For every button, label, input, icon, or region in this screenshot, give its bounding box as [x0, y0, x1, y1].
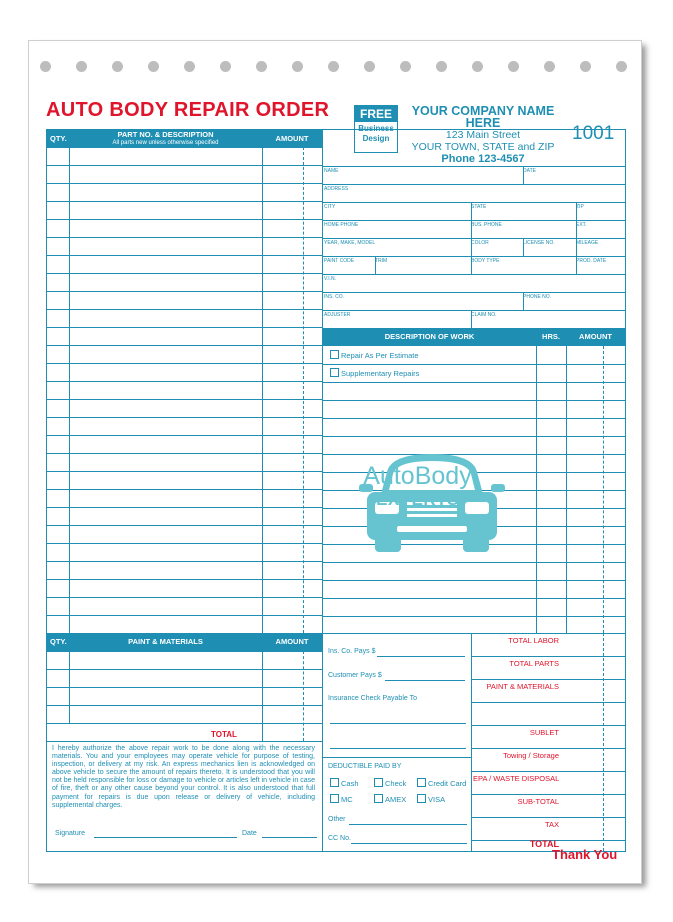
sublet-label: SUBLET	[529, 728, 559, 737]
cents-column-line	[303, 147, 304, 633]
label-name: NAME	[324, 168, 339, 174]
table-row-line	[47, 525, 322, 526]
total-row-line	[471, 702, 625, 703]
label-date: DATE	[523, 168, 536, 174]
label-body-type: BODY TYPE	[471, 258, 500, 264]
field-line	[323, 274, 625, 275]
field-line	[323, 220, 625, 221]
table-row-line	[47, 507, 322, 508]
table-row-line	[47, 417, 322, 418]
total-row-line	[471, 771, 625, 772]
payable-line-2[interactable]	[330, 748, 466, 749]
towing-storage-label: Towing / Storage	[503, 751, 559, 760]
label-adjuster: ADJUSTER	[324, 312, 351, 318]
table-row-line	[47, 723, 322, 724]
checkbox[interactable]	[374, 794, 383, 803]
ins-pays-line[interactable]	[377, 656, 465, 657]
label-address: ADDRESS	[324, 186, 349, 192]
table-row-line	[47, 291, 322, 292]
parts-desc-header	[69, 130, 262, 147]
punch-hole	[184, 61, 195, 72]
checkbox[interactable]	[374, 778, 383, 787]
pay-method-label: VISA	[428, 795, 446, 804]
table-row-line	[47, 669, 322, 670]
hrs-column-line	[536, 346, 537, 633]
table-row-line	[323, 562, 625, 563]
field-line	[323, 310, 625, 311]
cents-column-line	[303, 651, 304, 741]
label-vin: V.I.N.	[324, 276, 337, 282]
checkbox[interactable]	[417, 794, 426, 803]
label-prod-date: PROD. DATE	[576, 258, 607, 264]
punch-hole	[256, 61, 267, 72]
table-row-line	[47, 579, 322, 580]
table-row-line	[323, 418, 625, 419]
table-row-line	[47, 651, 322, 652]
field-line	[323, 238, 625, 239]
date-line[interactable]	[262, 837, 317, 838]
parts-header	[47, 130, 322, 147]
punch-hole	[112, 61, 123, 72]
ins-pays-label	[328, 648, 376, 655]
punch-hole	[436, 61, 447, 72]
currency-symbol: $	[377, 672, 382, 679]
table-row-line	[47, 453, 322, 454]
payable-line-1[interactable]	[330, 723, 466, 724]
company-name: YOUR COMPANY NAME HERE	[411, 104, 555, 130]
total-parts-label: TOTAL PARTS	[509, 659, 559, 668]
table-row-line	[47, 219, 322, 220]
punch-hole	[220, 61, 231, 72]
field-line	[323, 292, 625, 293]
qty-column-line	[69, 130, 70, 633]
paint-amount-header: AMOUNT	[275, 637, 309, 646]
checkbox[interactable]	[330, 368, 339, 377]
subtotal-label: SUB-TOTAL	[517, 797, 559, 806]
label-state: STATE	[471, 204, 487, 210]
option-label: Repair As Per Estimate	[341, 351, 419, 360]
company-street: 123 Main Street	[445, 129, 521, 141]
watermark-autobody: AutoBody	[363, 462, 472, 490]
currency-symbol: $	[371, 648, 376, 655]
option-supplementary[interactable]	[330, 368, 419, 378]
table-row-line	[47, 561, 322, 562]
perforation-holes	[29, 61, 641, 75]
work-hrs-header: HRS.	[542, 332, 560, 341]
table-row-line	[323, 436, 625, 437]
form-sheet	[28, 40, 642, 884]
customer-pays-line[interactable]	[385, 680, 465, 681]
pay-method-label: Credit Card	[428, 779, 467, 788]
checkbox[interactable]	[330, 794, 339, 803]
checkbox[interactable]	[417, 778, 426, 787]
company-city: YOUR TOWN, STATE and ZIP	[411, 141, 555, 153]
badge-free-text: FREE	[355, 106, 397, 122]
badge-line2: Design	[362, 134, 390, 143]
label-phone-no: PHONE NO.	[523, 294, 552, 300]
label-license: LICENSE NO.	[523, 240, 555, 246]
pay-amex[interactable]	[374, 794, 406, 804]
customer-pays-label	[328, 672, 382, 679]
table-row-line	[47, 147, 322, 148]
table-row-line	[47, 165, 322, 166]
option-repair-estimate[interactable]	[330, 350, 419, 360]
table-row-line	[47, 327, 322, 328]
label-ext: EXT.	[576, 222, 587, 228]
payment-divider	[471, 633, 472, 851]
option-label: Supplementary Repairs	[341, 369, 420, 378]
other-label: Other	[328, 816, 346, 823]
punch-hole	[580, 61, 591, 72]
auth-divider	[47, 741, 322, 742]
pay-mc[interactable]	[330, 794, 353, 804]
ins-pays-text: Ins. Co. Pays	[328, 648, 370, 655]
total-row-line	[471, 748, 625, 749]
check-payable-label: Insurance Check Payable To	[328, 695, 417, 702]
table-row-line	[323, 580, 625, 581]
punch-hole	[76, 61, 87, 72]
table-row-line	[47, 615, 322, 616]
amount-column-line	[566, 346, 567, 633]
punch-hole	[400, 61, 411, 72]
paint-total-label: TOTAL	[211, 730, 237, 739]
pay-method-label: MC	[341, 795, 353, 804]
parts-qty-header: QTY.	[50, 133, 67, 143]
work-header	[323, 328, 625, 346]
total-row-line	[471, 725, 625, 726]
table-row-line	[47, 489, 322, 490]
table-row-line	[323, 400, 625, 401]
field-line	[323, 184, 625, 185]
label-ins-co: INS. CO.	[324, 294, 345, 300]
tax-label: TAX	[544, 820, 559, 829]
form-number: 1001	[572, 123, 615, 144]
pay-credit-card[interactable]	[417, 778, 466, 788]
table-row-line	[47, 273, 322, 274]
table-row-line	[47, 255, 322, 256]
label-city: CITY	[324, 204, 336, 210]
table-row-line	[47, 597, 322, 598]
table-row-line	[47, 705, 322, 706]
work-amount-header: AMOUNT	[579, 332, 612, 341]
table-row-line	[47, 381, 322, 382]
label-paint-code: PAINT CODE	[324, 258, 355, 264]
company-phone: Phone 123-4567	[441, 153, 525, 165]
table-row-line	[323, 598, 625, 599]
pay-check[interactable]	[374, 778, 406, 788]
amount-column-line	[262, 633, 263, 741]
punch-hole	[616, 61, 627, 72]
field-line	[323, 202, 625, 203]
table-row-line	[47, 183, 322, 184]
parts-desc-subtitle: All parts new unless otherwise specified	[112, 139, 219, 146]
deductible-label: DEDUCTIBLE PAID BY	[328, 763, 402, 770]
totals-cents-divider	[603, 633, 604, 851]
punch-hole	[328, 61, 339, 72]
payment-top-line	[323, 633, 625, 634]
customer-pays-text: Customer Pays	[328, 672, 376, 679]
label-home-phone: HOME PHONE	[324, 222, 359, 228]
label-claim-no: CLAIM NO.	[471, 312, 497, 318]
checkbox[interactable]	[330, 778, 339, 787]
label-bus-phone: BUS. PHONE	[471, 222, 502, 228]
pay-method-label: AMEX	[385, 795, 407, 804]
table-row-line	[47, 687, 322, 688]
epa-waste-label: EPA / WASTE DISPOSAL	[473, 774, 560, 783]
pay-visa[interactable]	[417, 794, 445, 804]
cc-no-line[interactable]	[351, 843, 467, 844]
checkbox[interactable]	[330, 350, 339, 359]
table-row-line	[47, 237, 322, 238]
table-row-line	[47, 345, 322, 346]
signature-line[interactable]	[94, 837, 237, 838]
parts-desc-title: PART NO. & DESCRIPTION	[117, 129, 214, 139]
label-color: COLOR	[471, 240, 489, 246]
form-grid	[46, 129, 626, 852]
punch-hole	[544, 61, 555, 72]
table-row-line	[323, 364, 625, 365]
cc-no-label: CC No.	[328, 835, 351, 842]
amount-column-line	[262, 130, 263, 633]
other-line[interactable]	[349, 824, 467, 825]
punch-hole	[364, 61, 375, 72]
pay-cash[interactable]	[330, 778, 359, 788]
total-row-line	[471, 656, 625, 657]
total-row-line	[471, 817, 625, 818]
punch-hole	[472, 61, 483, 72]
pay-method-label: Cash	[341, 779, 359, 788]
cents-column-line	[603, 346, 604, 633]
watermark-experts: EXPERTS	[376, 490, 459, 509]
punch-hole	[292, 61, 303, 72]
table-row-line	[47, 363, 322, 364]
table-row-line	[323, 382, 625, 383]
work-desc-header: DESCRIPTION OF WORK	[384, 332, 475, 341]
authorization-text: I hereby authorize the above repair work to be done along with the necessary materials. You and your employees may operate vehicle for purpose of testing, inspection, or delivery at my risk. An express mechanics lien is acknowledged on above vehicle to secure the amount of repairs thereto. It is understood that you will not be held responsible for loss or damage to vehicle or articles left in vehicle in case of fire, theft or any other cause beyond your control. It is also understood that full payment for repairs is due upon release or delivery of vehicle, including supplemental charges.	[52, 745, 315, 809]
field-line	[323, 256, 625, 257]
label-zip: ZIP	[576, 204, 584, 210]
grand-total-label: TOTAL	[529, 839, 559, 849]
label-year-make-model: YEAR, MAKE, MODEL	[324, 240, 376, 246]
signature-label: Signature	[55, 830, 85, 837]
punch-hole	[148, 61, 159, 72]
field-line	[323, 166, 625, 167]
parts-amount-header: AMOUNT	[275, 133, 309, 143]
paint-materials-label: PAINT & MATERIALS	[486, 682, 559, 691]
table-row-line	[47, 471, 322, 472]
paint-header	[47, 633, 322, 651]
pay-method-label: Check	[385, 779, 407, 788]
punch-hole	[40, 61, 51, 72]
badge-line1: Business	[358, 124, 394, 133]
label-trim: TRIM	[375, 258, 388, 264]
table-row-line	[47, 201, 322, 202]
punch-hole	[508, 61, 519, 72]
thank-you: Thank You	[552, 847, 618, 862]
date-label: Date	[242, 830, 257, 837]
table-row-line	[47, 435, 322, 436]
paint-qty-header: QTY.	[50, 637, 67, 646]
total-row-line	[471, 679, 625, 680]
form-title: AUTO BODY REPAIR ORDER	[46, 99, 330, 121]
table-row-line	[47, 309, 322, 310]
table-row-line	[47, 543, 322, 544]
paint-desc-header: PAINT & MATERIALS	[128, 637, 203, 646]
table-row-line	[323, 616, 625, 617]
table-row-line	[47, 399, 322, 400]
label-mileage: MILEAGE	[576, 240, 599, 246]
deductible-top-line	[323, 757, 471, 758]
qty-column-line	[69, 633, 70, 723]
total-labor-label: TOTAL LABOR	[508, 636, 559, 645]
total-row-line	[471, 794, 625, 795]
